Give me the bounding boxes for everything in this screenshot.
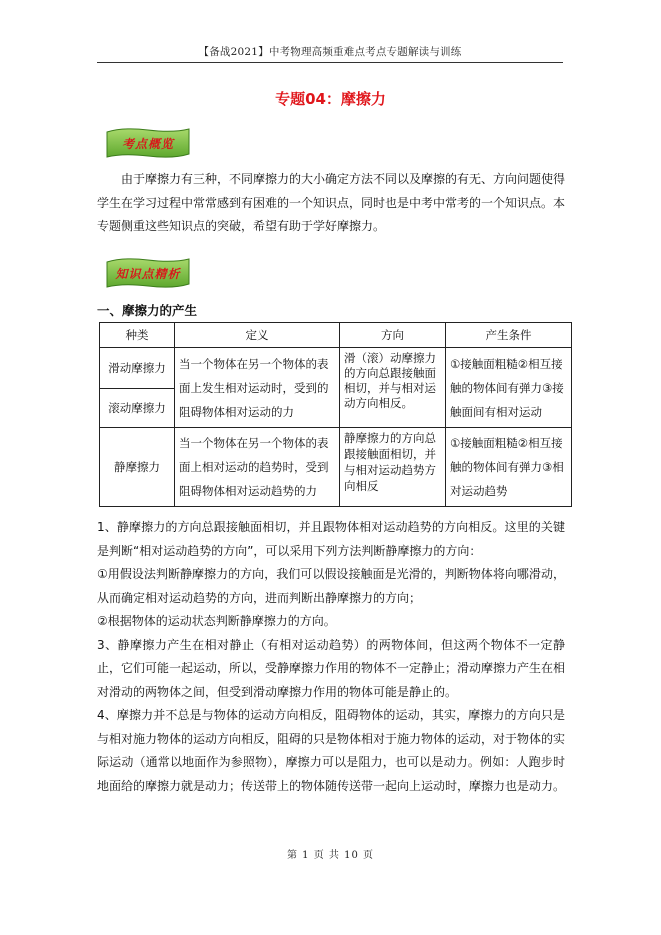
table-row <box>100 348 572 389</box>
table-header-row <box>100 323 572 348</box>
page-title: 专题04：摩擦力 <box>275 90 386 108</box>
header-rule <box>97 62 563 63</box>
cell-kind-static: 静摩擦力 <box>100 428 175 507</box>
overview-banner <box>103 126 193 160</box>
header-definition: 定义 <box>175 323 340 348</box>
paragraph-4: 3、静摩擦力产生在相对静止（有相对运动趋势）的两物体间，但这两个物体不一定静止，它们可能一起运动，所以，受静摩擦力作用的物体不一定静止；滑动摩擦力产生在相对滑动的两物体之间，但受到滑动摩擦力作用的物体可能是静止的。 <box>97 637 566 699</box>
cell-kind-sliding: 滑动摩擦力 <box>100 348 175 389</box>
paragraph-3: ②根据物体的运动状态判断静摩擦力的方向。 <box>97 614 336 628</box>
cell-condition-1: ①接触面粗糙②相互接触的物体间有弹力③接触面间有相对运动 <box>446 348 572 428</box>
body-text <box>97 516 565 798</box>
cell-direction-2: 静摩擦力的方向总跟接触面相切，并与相对运动趋势方向相反 <box>340 428 446 507</box>
friction-table <box>99 322 572 507</box>
header-condition: 产生条件 <box>446 323 572 348</box>
cell-condition-2: ①接触面粗糙②相互接触的物体间有弹力③相对运动趋势 <box>446 428 572 507</box>
header-kind: 种类 <box>100 323 175 348</box>
cell-direction-1: 滑（滚）动摩擦力的方向总跟接触面相切，并与相对运动方向相反。 <box>340 348 446 428</box>
analysis-banner <box>103 256 193 290</box>
overview-banner-label: 考点概览 <box>121 136 174 151</box>
page-header: 【备战2021】中考物理高频重难点考点专题解读与训练 <box>198 46 462 58</box>
cell-definition-1: 当一个物体在另一个物体的表面上发生相对运动时，受到的阻碍物体相对运动的力 <box>175 348 340 428</box>
paragraph-1: 1、静摩擦力的方向总跟接触面相切，并且跟物体相对运动趋势的方向相反。这里的关键是判断“相对运动趋势的方向”，可以采用下列方法判断静摩擦力的方向： <box>97 520 565 558</box>
cell-kind-rolling: 滚动摩擦力 <box>100 389 175 428</box>
paragraph-5: 4、摩擦力并不总是与物体的运动方向相反，阻碍物体的运动，其实，摩擦力的方向只是与相对施力物体的运动方向相反，阻碍的只是物体相对于施力物体的运动，对于物体的实际运动（通常以地面作为参照物），摩擦力可以是阻力，也可以是动力。例如：人跑步时地面给的摩擦力就是动力；传送带上的物体随传送带一起向上运动时，摩擦力也是动力。 <box>97 708 566 793</box>
analysis-banner-label: 知识点精析 <box>115 266 181 281</box>
table-row <box>100 428 572 507</box>
paragraph-2: ①用假设法判断静摩擦力的方向，我们可以假设接触面是光滑的，判断物体将向哪滑动，从而确定相对运动趋势的方向，进而判断出静摩擦力的方向； <box>97 567 565 605</box>
intro-paragraph: 由于摩擦力有三种，不同摩擦力的大小确定方法不同以及摩擦的有无、方向问题使得学生在学习过程中常常感到有困难的一个知识点，同时也是中考中常考的一个知识点。本专题侧重这些知识点的突破，希望有助于学好摩擦力。 <box>97 172 566 233</box>
header-direction: 方向 <box>340 323 446 348</box>
section-heading: 一、摩擦力的产生 <box>97 303 198 318</box>
cell-definition-2: 当一个物体在另一个物体的表面上相对运动的趋势时，受到阻碍物体相对运动趋势的力 <box>175 428 340 507</box>
page-footer: 第 1 页 共 10 页 <box>287 850 374 861</box>
